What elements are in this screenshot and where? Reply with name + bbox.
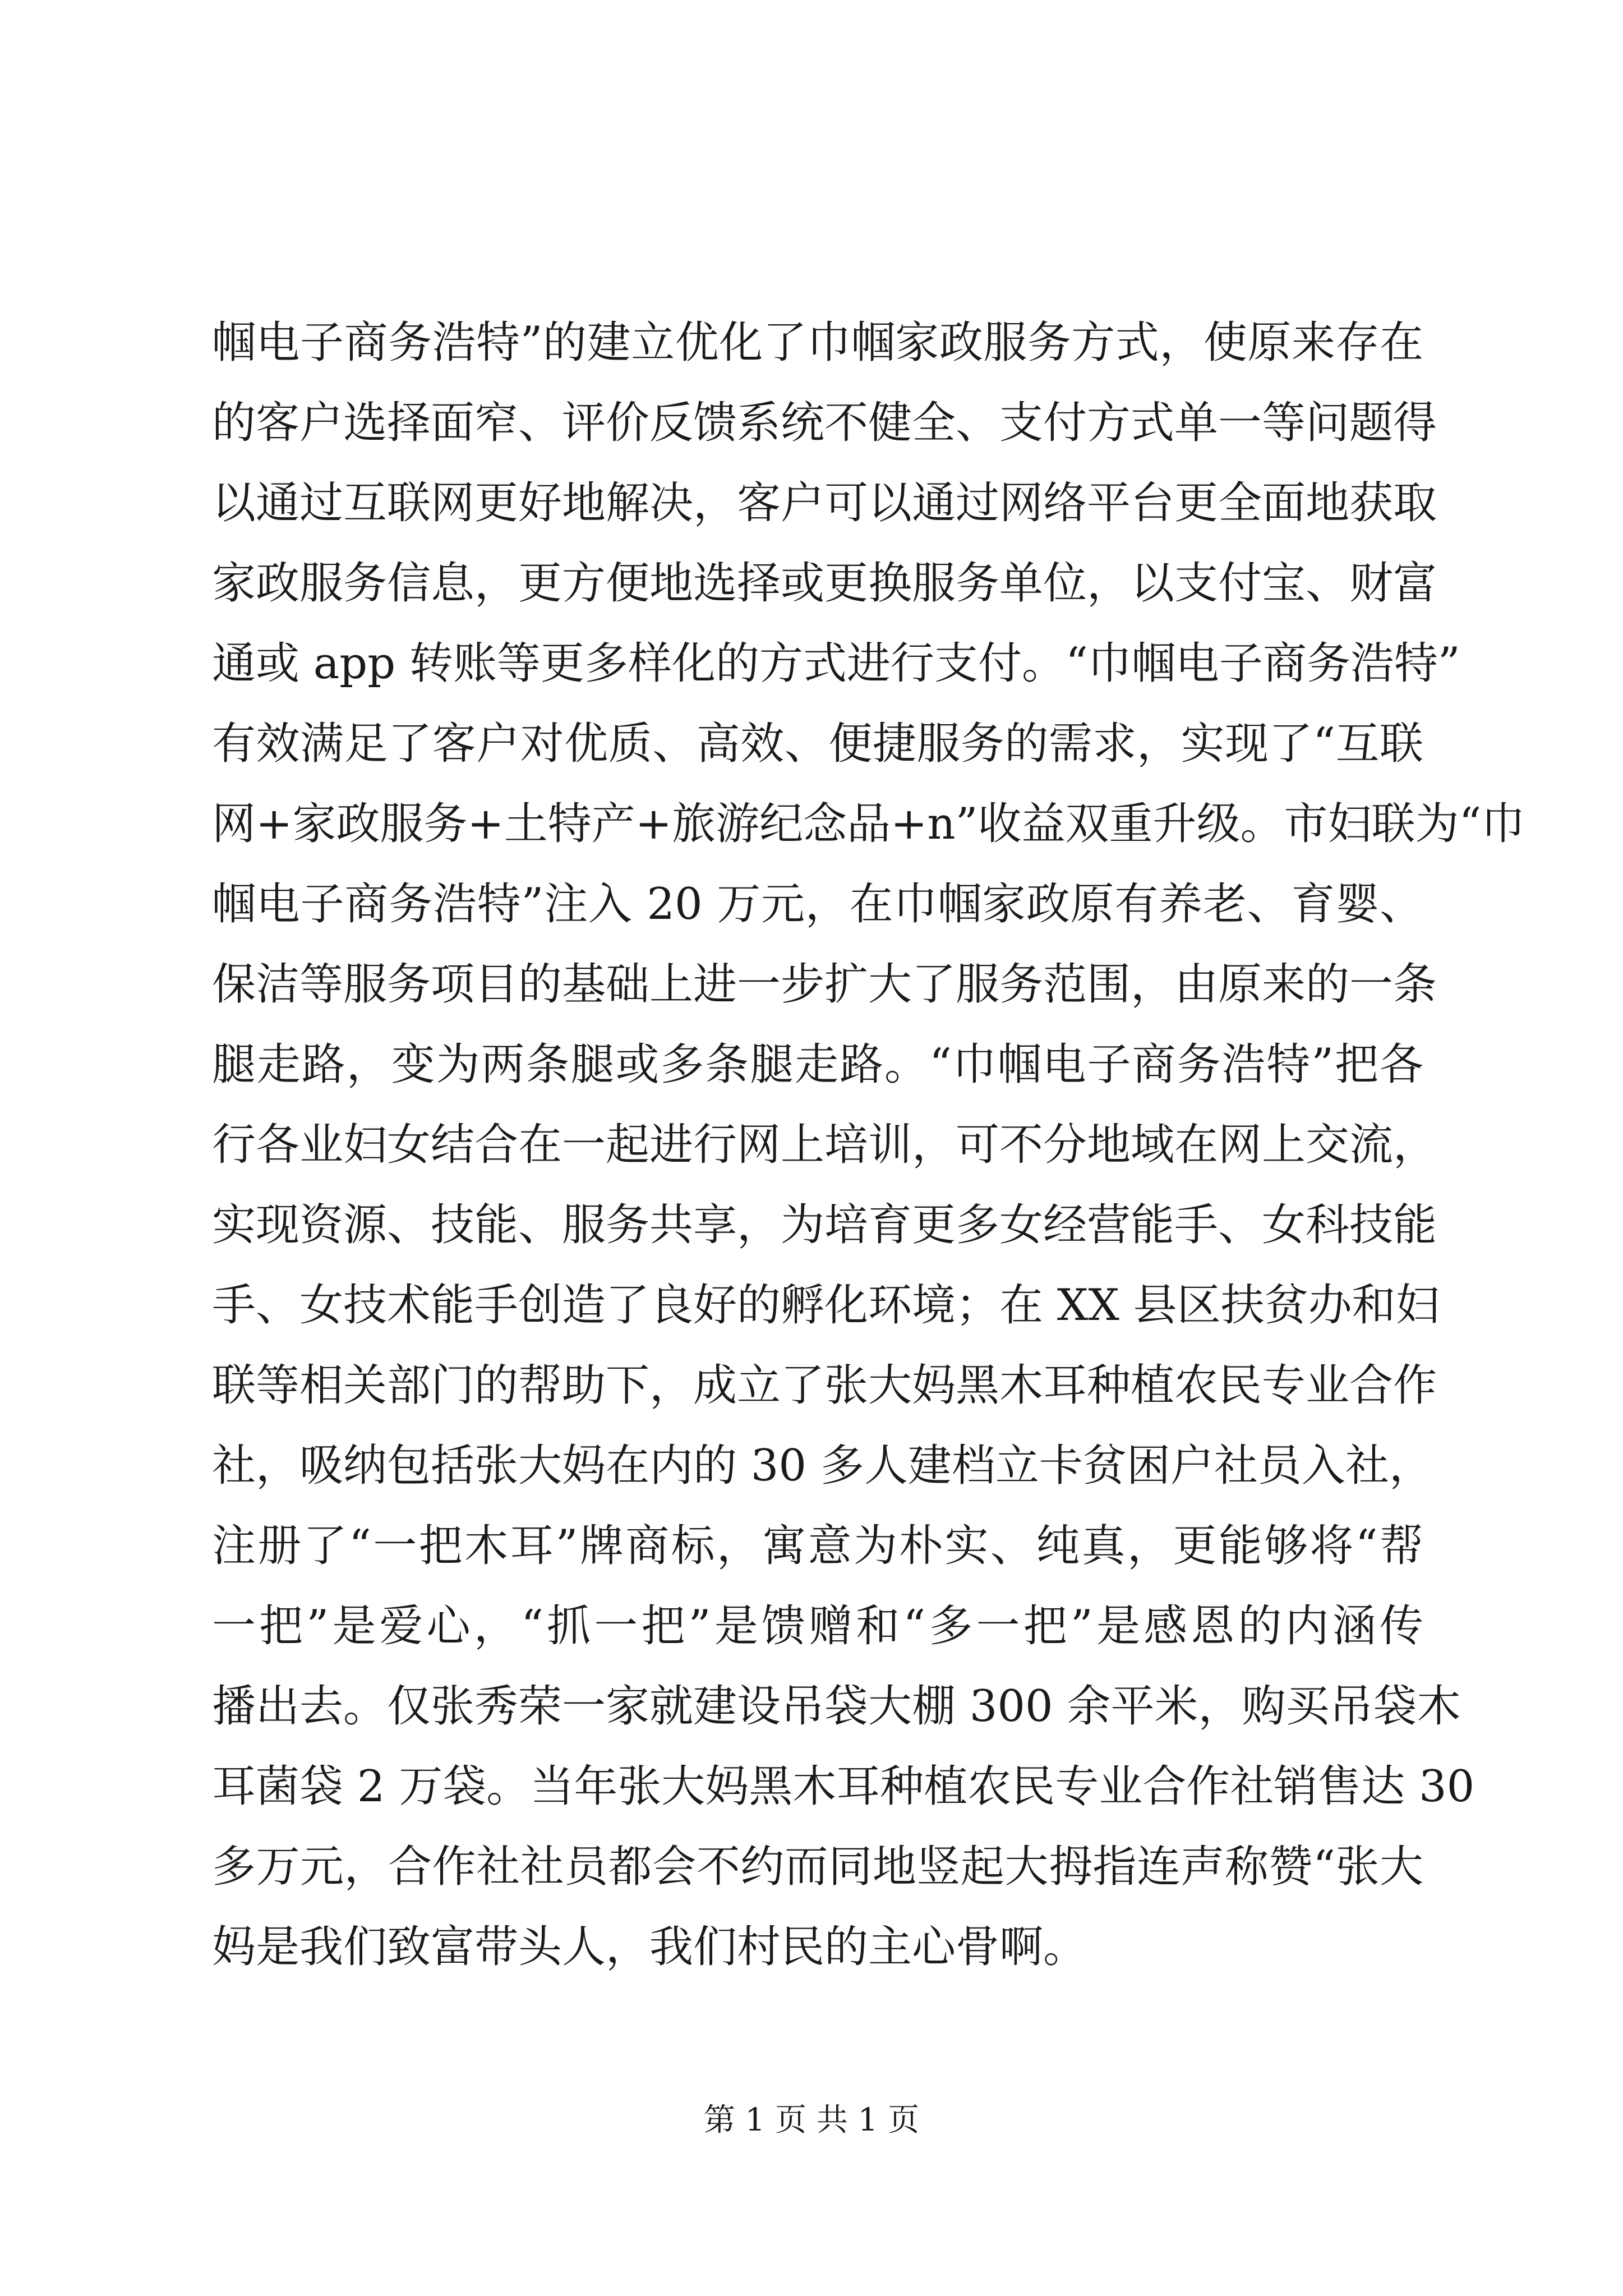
text-line-1: 帼电子商务浩特”的建立优化了巾帼家政服务方式，使原来存在 [212,318,1423,368]
text-line-6: 有效满足了客户对优质、高效、便捷服务的需求，实现了“互联 [212,719,1423,769]
text-line-2: 的客户选择面窄、评价反馈系统不健全、支付方式单一等问题得 [212,398,1437,448]
text-line-7: 网+家政服务+土特产+旅游纪念品+n”收益双重升级。市妇联为“巾 [212,799,1525,849]
text-line-8: 帼电子商务浩特”注入 20 万元，在巾帼家政原有养老、育婴、 [212,879,1423,930]
text-line-10: 腿走路，变为两条腿或多条腿走路。“巾帼电子商务浩特”把各 [212,1039,1423,1090]
text-line-17: 一把”是爱心，“抓一把”是馈赠和“多一把”是感恩的内涵传 [212,1601,1423,1651]
text-line-3: 以通过互联网更好地解决，客户可以通过网络平台更全面地获取 [212,478,1437,528]
text-line-13: 手、女技术能手创造了良好的孵化环境；在 XX 县区扶贫办和妇 [212,1280,1440,1331]
page-footer: 第 1 页 共 1 页 [703,2102,920,2138]
text-line-5: 通或 app 转账等更多样化的方式进行支付。“巾帼电子商务浩特” [212,638,1460,689]
text-line-14: 联等相关部门的帮助下，成立了张大妈黑木耳种植农民专业合作 [212,1360,1437,1411]
body-text [212,303,1525,1987]
text-line-4: 家政服务信息，更方便地选择或更换服务单位，以支付宝、财富 [212,558,1437,609]
text-line-21: 妈是我们致富带头人，我们村民的主心骨啊。 [212,1922,1087,1972]
text-line-9: 保洁等服务项目的基础上进一步扩大了服务范围，由原来的一条 [212,959,1437,1010]
text-line-20: 多万元，合作社社员都会不约而同地竖起大拇指连声称赞“张大 [212,1842,1423,1892]
text-line-12: 实现资源、技能、服务共享，为培育更多女经营能手、女科技能 [212,1200,1437,1250]
text-line-19: 耳菌袋 2 万袋。当年张大妈黑木耳种植农民专业合作社销售达 30 [212,1761,1475,1812]
text-line-11: 行各业妇女结合在一起进行网上培训，可不分地域在网上交流， [212,1120,1437,1170]
text-line-15: 社，吸纳包括张大妈在内的 30 多人建档立卡贫困户社员入社， [212,1441,1433,1491]
text-line-18: 播出去。仅张秀荣一家就建设吊袋大棚 300 余平米，购买吊袋木 [212,1681,1461,1732]
text-line-16: 注册了“一把木耳”牌商标，寓意为朴实、纯真，更能够将“帮 [212,1521,1423,1571]
